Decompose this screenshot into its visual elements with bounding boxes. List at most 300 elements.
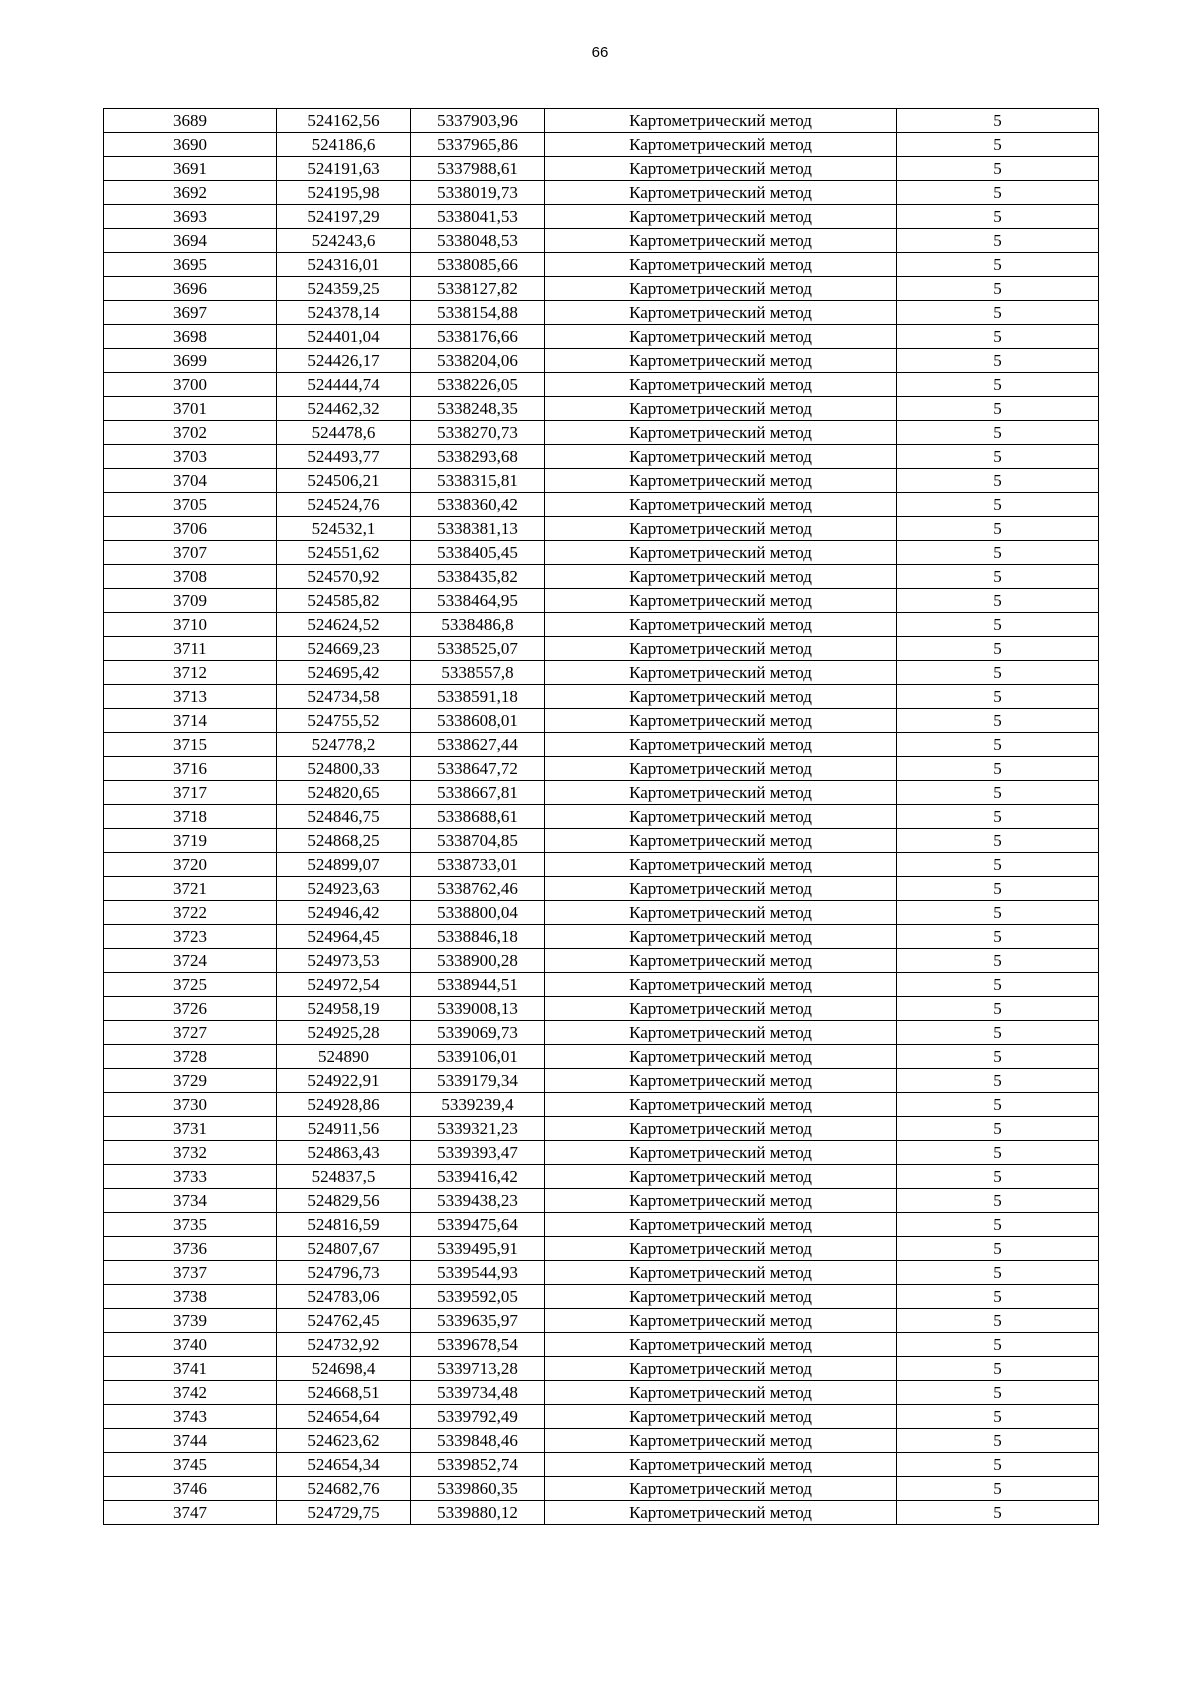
point-number-cell: 3703 — [104, 445, 277, 469]
table-row — [104, 157, 1099, 181]
table-row — [104, 877, 1099, 901]
x-coordinate-cell: 524654,34 — [277, 1453, 411, 1477]
table-row — [104, 397, 1099, 421]
x-coordinate-cell: 524762,45 — [277, 1309, 411, 1333]
method-cell: Картометрический метод — [545, 949, 897, 973]
method-cell: Картометрический метод — [545, 1021, 897, 1045]
method-cell: Картометрический метод — [545, 1453, 897, 1477]
point-number-cell: 3690 — [104, 133, 277, 157]
page-number: 66 — [591, 44, 609, 61]
y-coordinate-cell: 5338525,07 — [411, 637, 545, 661]
point-number-cell: 3692 — [104, 181, 277, 205]
accuracy-cell: 5 — [897, 853, 1099, 877]
table-row — [104, 1141, 1099, 1165]
point-number-cell: 3727 — [104, 1021, 277, 1045]
method-cell: Картометрический метод — [545, 877, 897, 901]
accuracy-cell: 5 — [897, 805, 1099, 829]
point-number-cell: 3716 — [104, 757, 277, 781]
table-row — [104, 733, 1099, 757]
x-coordinate-cell: 524807,67 — [277, 1237, 411, 1261]
x-coordinate-cell: 524783,06 — [277, 1285, 411, 1309]
table-row — [104, 613, 1099, 637]
y-coordinate-cell: 5339713,28 — [411, 1357, 545, 1381]
method-cell: Картометрический метод — [545, 1069, 897, 1093]
table-row — [104, 1021, 1099, 1045]
y-coordinate-cell: 5338464,95 — [411, 589, 545, 613]
table-row — [104, 229, 1099, 253]
accuracy-cell: 5 — [897, 1141, 1099, 1165]
accuracy-cell: 5 — [897, 829, 1099, 853]
method-cell: Картометрический метод — [545, 301, 897, 325]
x-coordinate-cell: 524316,01 — [277, 253, 411, 277]
x-coordinate-cell: 524868,25 — [277, 829, 411, 853]
accuracy-cell: 5 — [897, 1237, 1099, 1261]
y-coordinate-cell: 5338591,18 — [411, 685, 545, 709]
point-number-cell: 3747 — [104, 1501, 277, 1525]
method-cell: Картометрический метод — [545, 757, 897, 781]
x-coordinate-cell: 524524,76 — [277, 493, 411, 517]
method-cell: Картометрический метод — [545, 421, 897, 445]
y-coordinate-cell: 5338944,51 — [411, 973, 545, 997]
accuracy-cell: 5 — [897, 781, 1099, 805]
x-coordinate-cell: 524695,42 — [277, 661, 411, 685]
table-row — [104, 829, 1099, 853]
table-row — [104, 1045, 1099, 1069]
table-row — [104, 109, 1099, 133]
method-cell: Картометрический метод — [545, 1093, 897, 1117]
x-coordinate-cell: 524506,21 — [277, 469, 411, 493]
y-coordinate-cell: 5339321,23 — [411, 1117, 545, 1141]
table-row — [104, 445, 1099, 469]
accuracy-cell: 5 — [897, 421, 1099, 445]
y-coordinate-cell: 5339416,42 — [411, 1165, 545, 1189]
method-cell: Картометрический метод — [545, 109, 897, 133]
accuracy-cell: 5 — [897, 1069, 1099, 1093]
table-row — [104, 925, 1099, 949]
y-coordinate-cell: 5339069,73 — [411, 1021, 545, 1045]
accuracy-cell: 5 — [897, 973, 1099, 997]
table-row — [104, 253, 1099, 277]
table-row — [104, 421, 1099, 445]
y-coordinate-cell: 5339792,49 — [411, 1405, 545, 1429]
point-number-cell: 3706 — [104, 517, 277, 541]
point-number-cell: 3691 — [104, 157, 277, 181]
y-coordinate-cell: 5338360,42 — [411, 493, 545, 517]
accuracy-cell: 5 — [897, 1261, 1099, 1285]
x-coordinate-cell: 524729,75 — [277, 1501, 411, 1525]
y-coordinate-cell: 5338435,82 — [411, 565, 545, 589]
method-cell: Картометрический метод — [545, 1045, 897, 1069]
point-number-cell: 3737 — [104, 1261, 277, 1285]
x-coordinate-cell: 524359,25 — [277, 277, 411, 301]
y-coordinate-cell: 5338176,66 — [411, 325, 545, 349]
accuracy-cell: 5 — [897, 109, 1099, 133]
point-number-cell: 3695 — [104, 253, 277, 277]
point-number-cell: 3741 — [104, 1357, 277, 1381]
accuracy-cell: 5 — [897, 301, 1099, 325]
method-cell: Картометрический метод — [545, 229, 897, 253]
x-coordinate-cell: 524846,75 — [277, 805, 411, 829]
x-coordinate-cell: 524973,53 — [277, 949, 411, 973]
accuracy-cell: 5 — [897, 397, 1099, 421]
point-number-cell: 3693 — [104, 205, 277, 229]
y-coordinate-cell: 5339848,46 — [411, 1429, 545, 1453]
point-number-cell: 3705 — [104, 493, 277, 517]
table-row — [104, 493, 1099, 517]
accuracy-cell: 5 — [897, 517, 1099, 541]
table-row — [104, 1189, 1099, 1213]
y-coordinate-cell: 5338557,8 — [411, 661, 545, 685]
point-number-cell: 3726 — [104, 997, 277, 1021]
accuracy-cell: 5 — [897, 1021, 1099, 1045]
point-number-cell: 3722 — [104, 901, 277, 925]
table-row — [104, 1285, 1099, 1309]
x-coordinate-cell: 524654,64 — [277, 1405, 411, 1429]
table-row — [104, 1117, 1099, 1141]
x-coordinate-cell: 524551,62 — [277, 541, 411, 565]
table-row — [104, 373, 1099, 397]
point-number-cell: 3742 — [104, 1381, 277, 1405]
y-coordinate-cell: 5339179,34 — [411, 1069, 545, 1093]
y-coordinate-cell: 5338667,81 — [411, 781, 545, 805]
x-coordinate-cell: 524972,54 — [277, 973, 411, 997]
point-number-cell: 3715 — [104, 733, 277, 757]
method-cell: Картометрический метод — [545, 253, 897, 277]
y-coordinate-cell: 5338293,68 — [411, 445, 545, 469]
table-row — [104, 589, 1099, 613]
table-row — [104, 205, 1099, 229]
table-row — [104, 805, 1099, 829]
method-cell: Картометрический метод — [545, 1213, 897, 1237]
x-coordinate-cell: 524755,52 — [277, 709, 411, 733]
point-number-cell: 3700 — [104, 373, 277, 397]
table-row — [104, 709, 1099, 733]
y-coordinate-cell: 5339860,35 — [411, 1477, 545, 1501]
point-number-cell: 3698 — [104, 325, 277, 349]
x-coordinate-cell: 524195,98 — [277, 181, 411, 205]
y-coordinate-cell: 5337903,96 — [411, 109, 545, 133]
accuracy-cell: 5 — [897, 709, 1099, 733]
point-number-cell: 3707 — [104, 541, 277, 565]
x-coordinate-cell: 524922,91 — [277, 1069, 411, 1093]
point-number-cell: 3740 — [104, 1333, 277, 1357]
x-coordinate-cell: 524478,6 — [277, 421, 411, 445]
point-number-cell: 3735 — [104, 1213, 277, 1237]
x-coordinate-cell: 524923,63 — [277, 877, 411, 901]
point-number-cell: 3723 — [104, 925, 277, 949]
accuracy-cell: 5 — [897, 469, 1099, 493]
point-number-cell: 3712 — [104, 661, 277, 685]
accuracy-cell: 5 — [897, 205, 1099, 229]
method-cell: Картометрический метод — [545, 277, 897, 301]
y-coordinate-cell: 5338704,85 — [411, 829, 545, 853]
y-coordinate-cell: 5338486,8 — [411, 613, 545, 637]
method-cell: Картометрический метод — [545, 565, 897, 589]
x-coordinate-cell: 524585,82 — [277, 589, 411, 613]
table-row — [104, 1093, 1099, 1117]
method-cell: Картометрический метод — [545, 829, 897, 853]
y-coordinate-cell: 5338733,01 — [411, 853, 545, 877]
method-cell: Картометрический метод — [545, 133, 897, 157]
point-number-cell: 3739 — [104, 1309, 277, 1333]
y-coordinate-cell: 5338019,73 — [411, 181, 545, 205]
accuracy-cell: 5 — [897, 445, 1099, 469]
method-cell: Картометрический метод — [545, 1501, 897, 1525]
accuracy-cell: 5 — [897, 541, 1099, 565]
method-cell: Картометрический метод — [545, 397, 897, 421]
table-row — [104, 349, 1099, 373]
method-cell: Картометрический метод — [545, 613, 897, 637]
point-number-cell: 3694 — [104, 229, 277, 253]
y-coordinate-cell: 5339592,05 — [411, 1285, 545, 1309]
x-coordinate-cell: 524444,74 — [277, 373, 411, 397]
table-row — [104, 325, 1099, 349]
point-number-cell: 3699 — [104, 349, 277, 373]
x-coordinate-cell: 524820,65 — [277, 781, 411, 805]
point-number-cell: 3721 — [104, 877, 277, 901]
table-row — [104, 973, 1099, 997]
method-cell: Картометрический метод — [545, 1189, 897, 1213]
x-coordinate-cell: 524800,33 — [277, 757, 411, 781]
accuracy-cell: 5 — [897, 661, 1099, 685]
point-number-cell: 3744 — [104, 1429, 277, 1453]
method-cell: Картометрический метод — [545, 1237, 897, 1261]
point-number-cell: 3718 — [104, 805, 277, 829]
accuracy-cell: 5 — [897, 1357, 1099, 1381]
point-number-cell: 3708 — [104, 565, 277, 589]
y-coordinate-cell: 5338405,45 — [411, 541, 545, 565]
point-number-cell: 3745 — [104, 1453, 277, 1477]
x-coordinate-cell: 524732,92 — [277, 1333, 411, 1357]
method-cell: Картометрический метод — [545, 157, 897, 181]
table-row — [104, 1381, 1099, 1405]
method-cell: Картометрический метод — [545, 1405, 897, 1429]
method-cell: Картометрический метод — [545, 517, 897, 541]
accuracy-cell: 5 — [897, 565, 1099, 589]
x-coordinate-cell: 524925,28 — [277, 1021, 411, 1045]
accuracy-cell: 5 — [897, 1309, 1099, 1333]
x-coordinate-cell: 524378,14 — [277, 301, 411, 325]
point-number-cell: 3738 — [104, 1285, 277, 1309]
accuracy-cell: 5 — [897, 1045, 1099, 1069]
point-number-cell: 3733 — [104, 1165, 277, 1189]
method-cell: Картометрический метод — [545, 1165, 897, 1189]
x-coordinate-cell: 524162,56 — [277, 109, 411, 133]
method-cell: Картометрический метод — [545, 469, 897, 493]
accuracy-cell: 5 — [897, 685, 1099, 709]
point-number-cell: 3697 — [104, 301, 277, 325]
x-coordinate-cell: 524624,52 — [277, 613, 411, 637]
table-row — [104, 853, 1099, 877]
accuracy-cell: 5 — [897, 1453, 1099, 1477]
method-cell: Картометрический метод — [545, 901, 897, 925]
x-coordinate-cell: 524669,23 — [277, 637, 411, 661]
method-cell: Картометрический метод — [545, 853, 897, 877]
y-coordinate-cell: 5339438,23 — [411, 1189, 545, 1213]
table-row — [104, 181, 1099, 205]
table-row — [104, 1309, 1099, 1333]
x-coordinate-cell: 524532,1 — [277, 517, 411, 541]
accuracy-cell: 5 — [897, 757, 1099, 781]
accuracy-cell: 5 — [897, 733, 1099, 757]
x-coordinate-cell: 524191,63 — [277, 157, 411, 181]
x-coordinate-cell: 524401,04 — [277, 325, 411, 349]
table-row — [104, 637, 1099, 661]
x-coordinate-cell: 524899,07 — [277, 853, 411, 877]
accuracy-cell: 5 — [897, 925, 1099, 949]
point-number-cell: 3711 — [104, 637, 277, 661]
y-coordinate-cell: 5338688,61 — [411, 805, 545, 829]
method-cell: Картометрический метод — [545, 661, 897, 685]
y-coordinate-cell: 5338315,81 — [411, 469, 545, 493]
table-row — [104, 469, 1099, 493]
method-cell: Картометрический метод — [545, 1309, 897, 1333]
accuracy-cell: 5 — [897, 1477, 1099, 1501]
accuracy-cell: 5 — [897, 1093, 1099, 1117]
x-coordinate-cell: 524197,29 — [277, 205, 411, 229]
table-row — [104, 901, 1099, 925]
method-cell: Картометрический метод — [545, 973, 897, 997]
table-row — [104, 277, 1099, 301]
y-coordinate-cell: 5339393,47 — [411, 1141, 545, 1165]
accuracy-cell: 5 — [897, 637, 1099, 661]
y-coordinate-cell: 5338127,82 — [411, 277, 545, 301]
x-coordinate-cell: 524816,59 — [277, 1213, 411, 1237]
point-number-cell: 3731 — [104, 1117, 277, 1141]
x-coordinate-cell: 524493,77 — [277, 445, 411, 469]
method-cell: Картометрический метод — [545, 1141, 897, 1165]
y-coordinate-cell: 5339852,74 — [411, 1453, 545, 1477]
accuracy-cell: 5 — [897, 1381, 1099, 1405]
coordinates-table — [103, 108, 1099, 1525]
accuracy-cell: 5 — [897, 253, 1099, 277]
point-number-cell: 3704 — [104, 469, 277, 493]
accuracy-cell: 5 — [897, 277, 1099, 301]
method-cell: Картометрический метод — [545, 1333, 897, 1357]
accuracy-cell: 5 — [897, 589, 1099, 613]
point-number-cell: 3724 — [104, 949, 277, 973]
accuracy-cell: 5 — [897, 229, 1099, 253]
table-row — [104, 1405, 1099, 1429]
x-coordinate-cell: 524734,58 — [277, 685, 411, 709]
table-row — [104, 517, 1099, 541]
accuracy-cell: 5 — [897, 157, 1099, 181]
accuracy-cell: 5 — [897, 1333, 1099, 1357]
point-number-cell: 3719 — [104, 829, 277, 853]
table-row — [104, 661, 1099, 685]
x-coordinate-cell: 524668,51 — [277, 1381, 411, 1405]
table-row — [104, 685, 1099, 709]
x-coordinate-cell: 524682,76 — [277, 1477, 411, 1501]
accuracy-cell: 5 — [897, 1285, 1099, 1309]
point-number-cell: 3717 — [104, 781, 277, 805]
method-cell: Картометрический метод — [545, 925, 897, 949]
x-coordinate-cell: 524623,62 — [277, 1429, 411, 1453]
x-coordinate-cell: 524964,45 — [277, 925, 411, 949]
point-number-cell: 3743 — [104, 1405, 277, 1429]
x-coordinate-cell: 524837,5 — [277, 1165, 411, 1189]
accuracy-cell: 5 — [897, 1405, 1099, 1429]
table-row — [104, 1429, 1099, 1453]
point-number-cell: 3746 — [104, 1477, 277, 1501]
y-coordinate-cell: 5338381,13 — [411, 517, 545, 541]
accuracy-cell: 5 — [897, 493, 1099, 517]
accuracy-cell: 5 — [897, 181, 1099, 205]
x-coordinate-cell: 524958,19 — [277, 997, 411, 1021]
y-coordinate-cell: 5339239,4 — [411, 1093, 545, 1117]
table-row — [104, 301, 1099, 325]
method-cell: Картометрический метод — [545, 1117, 897, 1141]
table-row — [104, 757, 1099, 781]
y-coordinate-cell: 5337965,86 — [411, 133, 545, 157]
point-number-cell: 3714 — [104, 709, 277, 733]
x-coordinate-cell: 524890 — [277, 1045, 411, 1069]
accuracy-cell: 5 — [897, 1189, 1099, 1213]
method-cell: Картометрический метод — [545, 709, 897, 733]
y-coordinate-cell: 5339475,64 — [411, 1213, 545, 1237]
x-coordinate-cell: 524462,32 — [277, 397, 411, 421]
method-cell: Картометрический метод — [545, 685, 897, 709]
x-coordinate-cell: 524570,92 — [277, 565, 411, 589]
table-row — [104, 781, 1099, 805]
y-coordinate-cell: 5338900,28 — [411, 949, 545, 973]
x-coordinate-cell: 524698,4 — [277, 1357, 411, 1381]
y-coordinate-cell: 5338647,72 — [411, 757, 545, 781]
accuracy-cell: 5 — [897, 1429, 1099, 1453]
method-cell: Картометрический метод — [545, 181, 897, 205]
point-number-cell: 3729 — [104, 1069, 277, 1093]
point-number-cell: 3702 — [104, 421, 277, 445]
y-coordinate-cell: 5338041,53 — [411, 205, 545, 229]
y-coordinate-cell: 5338248,35 — [411, 397, 545, 421]
y-coordinate-cell: 5338226,05 — [411, 373, 545, 397]
accuracy-cell: 5 — [897, 901, 1099, 925]
point-number-cell: 3696 — [104, 277, 277, 301]
y-coordinate-cell: 5339734,48 — [411, 1381, 545, 1405]
y-coordinate-cell: 5338270,73 — [411, 421, 545, 445]
accuracy-cell: 5 — [897, 997, 1099, 1021]
point-number-cell: 3734 — [104, 1189, 277, 1213]
y-coordinate-cell: 5339678,54 — [411, 1333, 545, 1357]
table-row — [104, 1453, 1099, 1477]
point-number-cell: 3713 — [104, 685, 277, 709]
y-coordinate-cell: 5339544,93 — [411, 1261, 545, 1285]
method-cell: Картометрический метод — [545, 349, 897, 373]
x-coordinate-cell: 524946,42 — [277, 901, 411, 925]
method-cell: Картометрический метод — [545, 325, 897, 349]
method-cell: Картометрический метод — [545, 1357, 897, 1381]
point-number-cell: 3701 — [104, 397, 277, 421]
point-number-cell: 3730 — [104, 1093, 277, 1117]
method-cell: Картометрический метод — [545, 445, 897, 469]
method-cell: Картометрический метод — [545, 1477, 897, 1501]
y-coordinate-cell: 5338800,04 — [411, 901, 545, 925]
table-row — [104, 1501, 1099, 1525]
y-coordinate-cell: 5338846,18 — [411, 925, 545, 949]
y-coordinate-cell: 5338154,88 — [411, 301, 545, 325]
table-row — [104, 1333, 1099, 1357]
method-cell: Картометрический метод — [545, 1285, 897, 1309]
table-row — [104, 541, 1099, 565]
table-row — [104, 949, 1099, 973]
method-cell: Картометрический метод — [545, 805, 897, 829]
method-cell: Картометрический метод — [545, 1429, 897, 1453]
point-number-cell: 3689 — [104, 109, 277, 133]
table-row — [104, 1261, 1099, 1285]
point-number-cell: 3728 — [104, 1045, 277, 1069]
accuracy-cell: 5 — [897, 1213, 1099, 1237]
method-cell: Картометрический метод — [545, 205, 897, 229]
